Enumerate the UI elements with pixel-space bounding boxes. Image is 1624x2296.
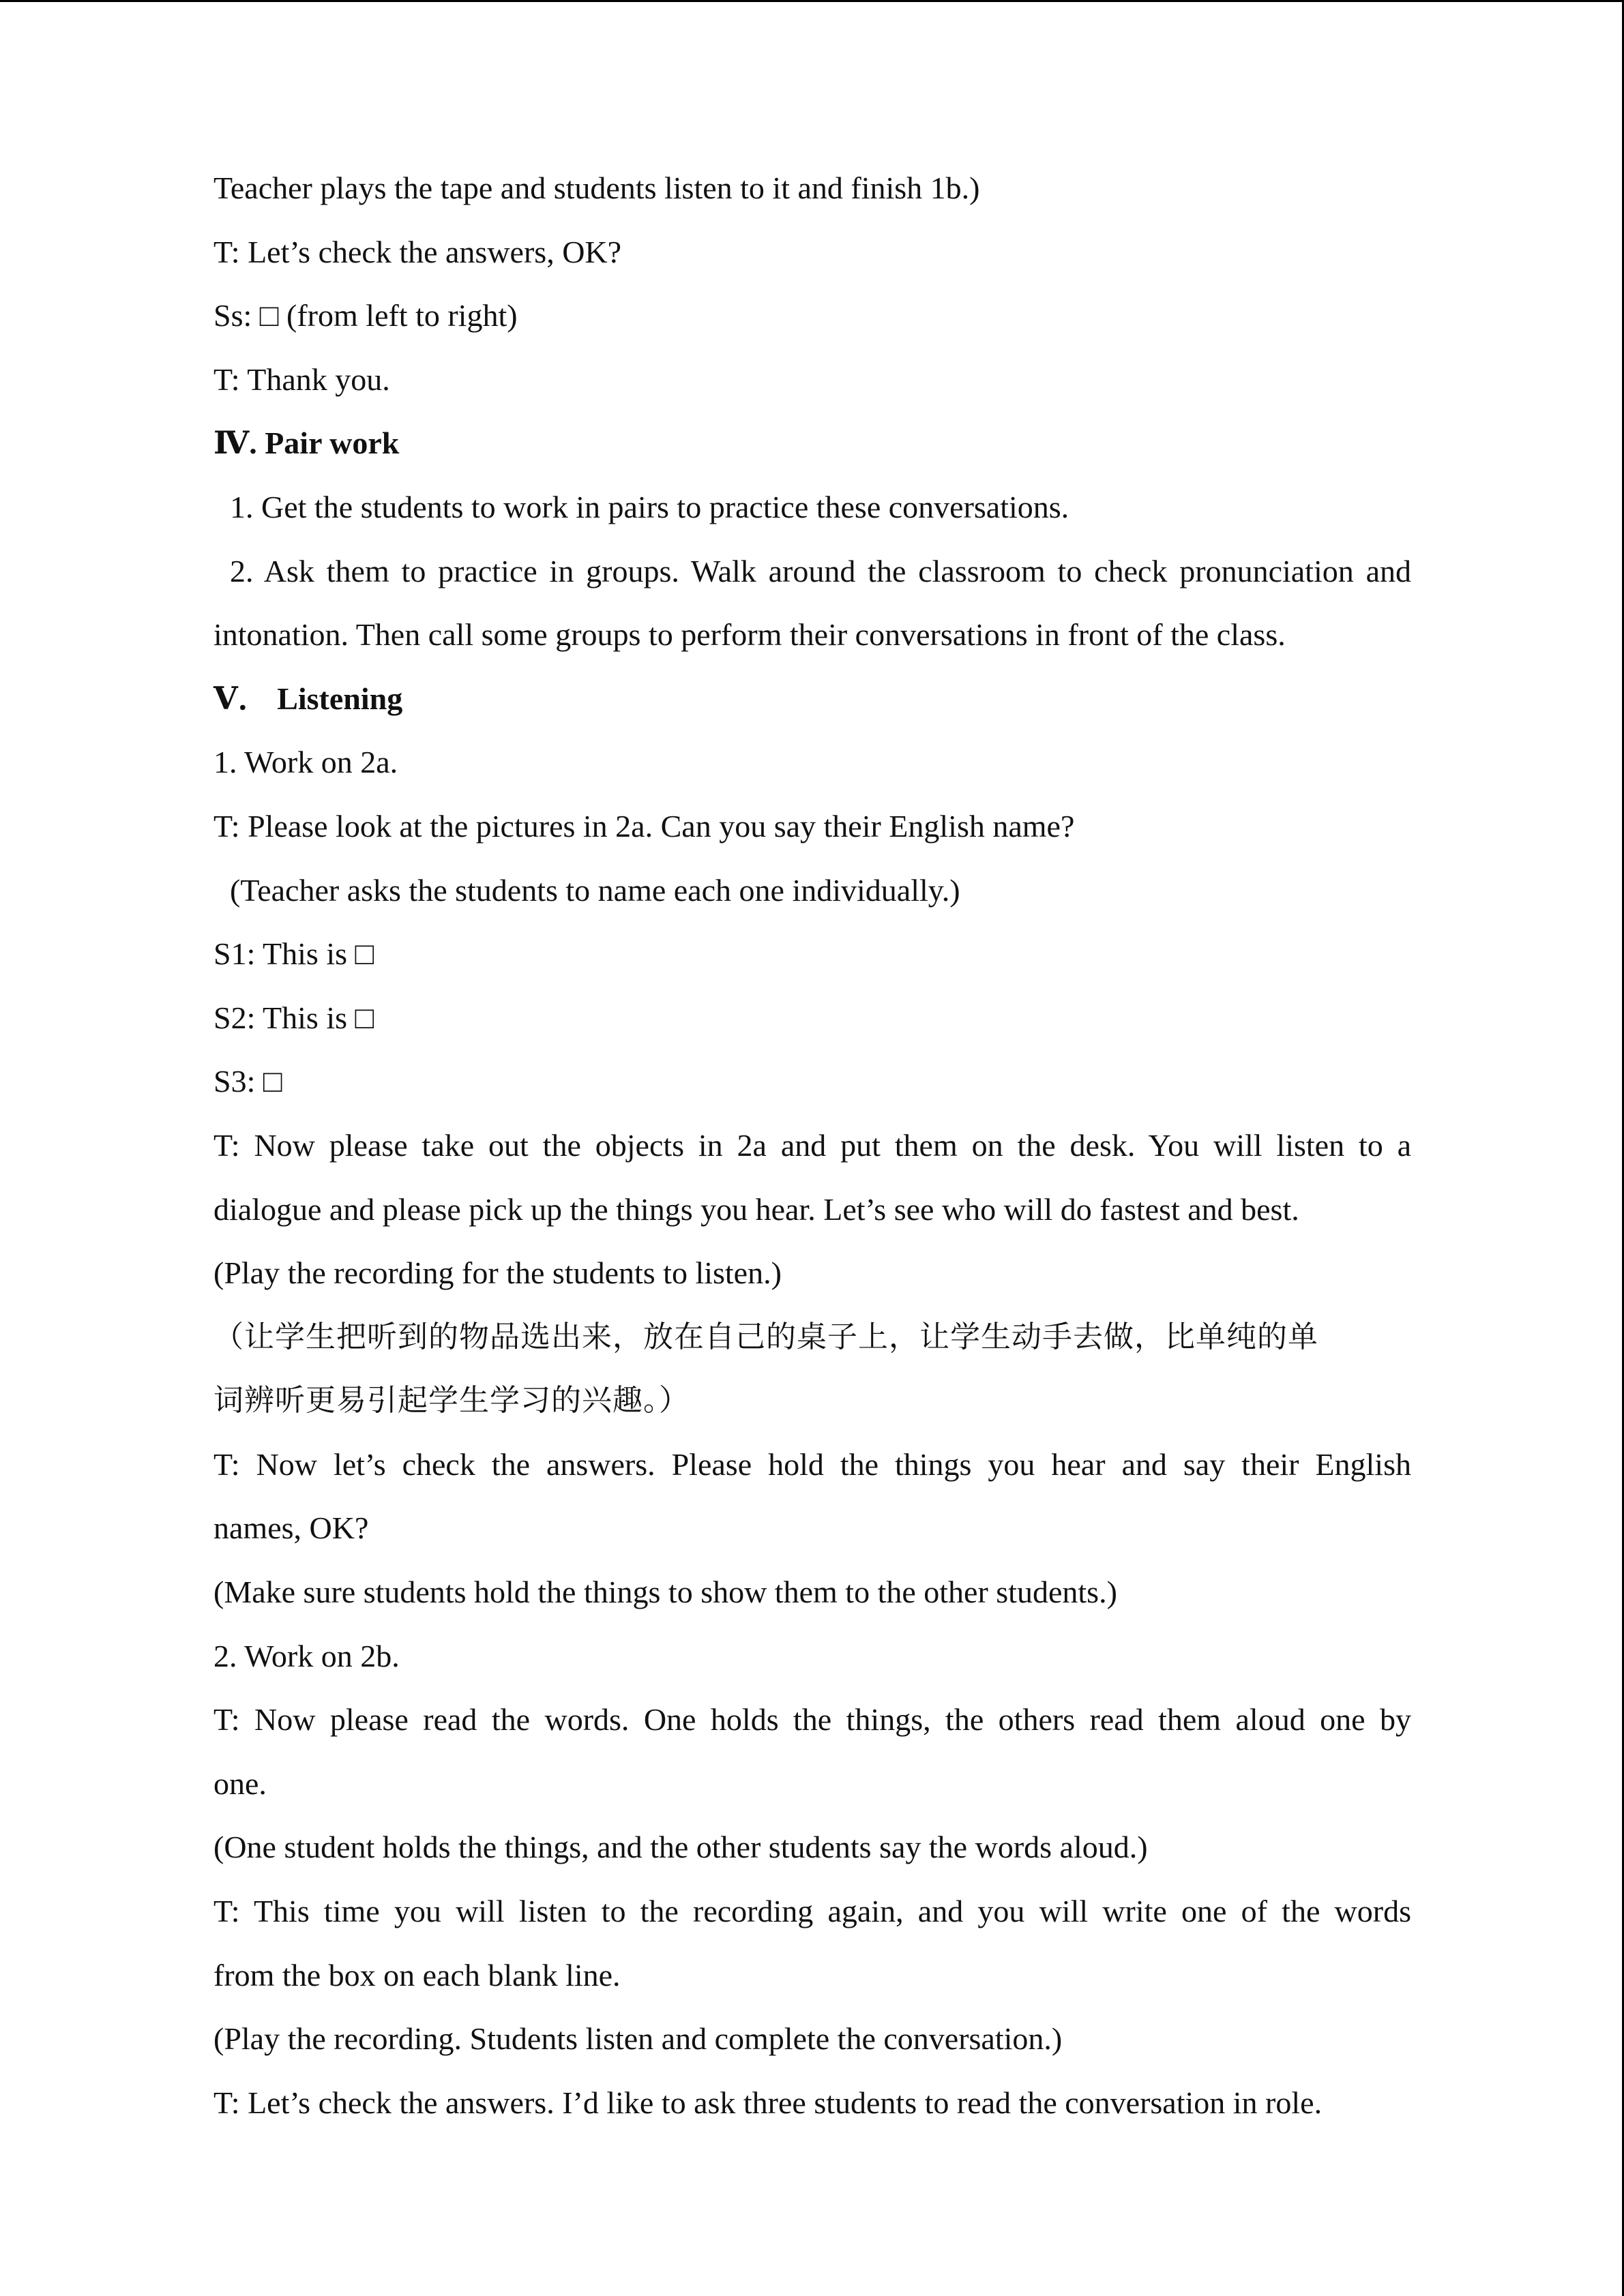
page-top-border [0,0,1624,2]
section-heading-pair-work: Ⅳ. Pair work [213,426,400,461]
text-line: T: Let’s check the answers, OK? [213,234,622,269]
text-line: S1: This is □ [213,936,374,972]
chinese-note-line: 词辨听更易引起学生学习的兴趣。） [213,1383,690,1418]
text-line: S2: This is □ [213,1000,374,1035]
text-line: 2. Work on 2b. [213,1638,400,1673]
text-line: dialogue and please pick up the things you hear. Let’s see who will do fastest and best. [213,1191,1299,1227]
text-line: names, OK? [213,1510,369,1546]
text-line: S3: □ [213,1064,282,1099]
text-line: T: This time you will listen to the recording again, and you will write one of the words [213,1894,1411,1929]
text-line: from the box on each blank line. [213,1957,621,1993]
text-line: one. [213,1765,267,1801]
text-line: Teacher plays the tape and students listen to it and finish 1b.) [213,170,980,205]
text-line: T: Thank you. [213,361,390,397]
text-line: (Play the recording for the students to listen.) [213,1255,782,1291]
section-heading-listening: Ⅴ． Listening [213,681,403,716]
text-line: (Teacher asks the students to name each one individually.) [230,872,960,908]
document-page [213,166,1411,2144]
text-line: (Play the recording. Students listen and complete the conversation.) [213,2021,1063,2057]
text-line: (Make sure students hold the things to show them to the other students.) [213,1575,1117,1610]
text-line: (One student holds the things, and the other students say the words aloud.) [213,1830,1148,1865]
text-line: 1. Get the students to work in pairs to practice these conversations. [230,489,1069,524]
text-line: 1. Work on 2a. [213,745,398,780]
text-line: intonation. Then call some groups to perform their conversations in front of the class. [213,617,1286,653]
text-line: 2. Ask them to practice in groups. Walk around the classroom to check pronunciation and [230,553,1411,588]
text-line: T: Let’s check the answers. I’d like to ask three students to read the conversation in role. [213,2085,1323,2120]
text-line: Ss: □ (from left to right) [213,298,518,333]
text-line: T: Please look at the pictures in 2a. Can you say their English name? [213,808,1075,844]
text-line: T: Now please take out the objects in 2a and put them on the desk. You will listen to a [213,1127,1411,1163]
chinese-note-line: （让学生把听到的物品选出来，放在自己的桌子上，让学生动手去做，比单纯的单 [213,1319,1318,1354]
text-line: T: Now please read the words. One holds the things, the others read them aloud one by [213,1702,1411,1738]
text-line: T: Now let’s check the answers. Please hold the things you hear and say their English [213,1446,1411,1482]
